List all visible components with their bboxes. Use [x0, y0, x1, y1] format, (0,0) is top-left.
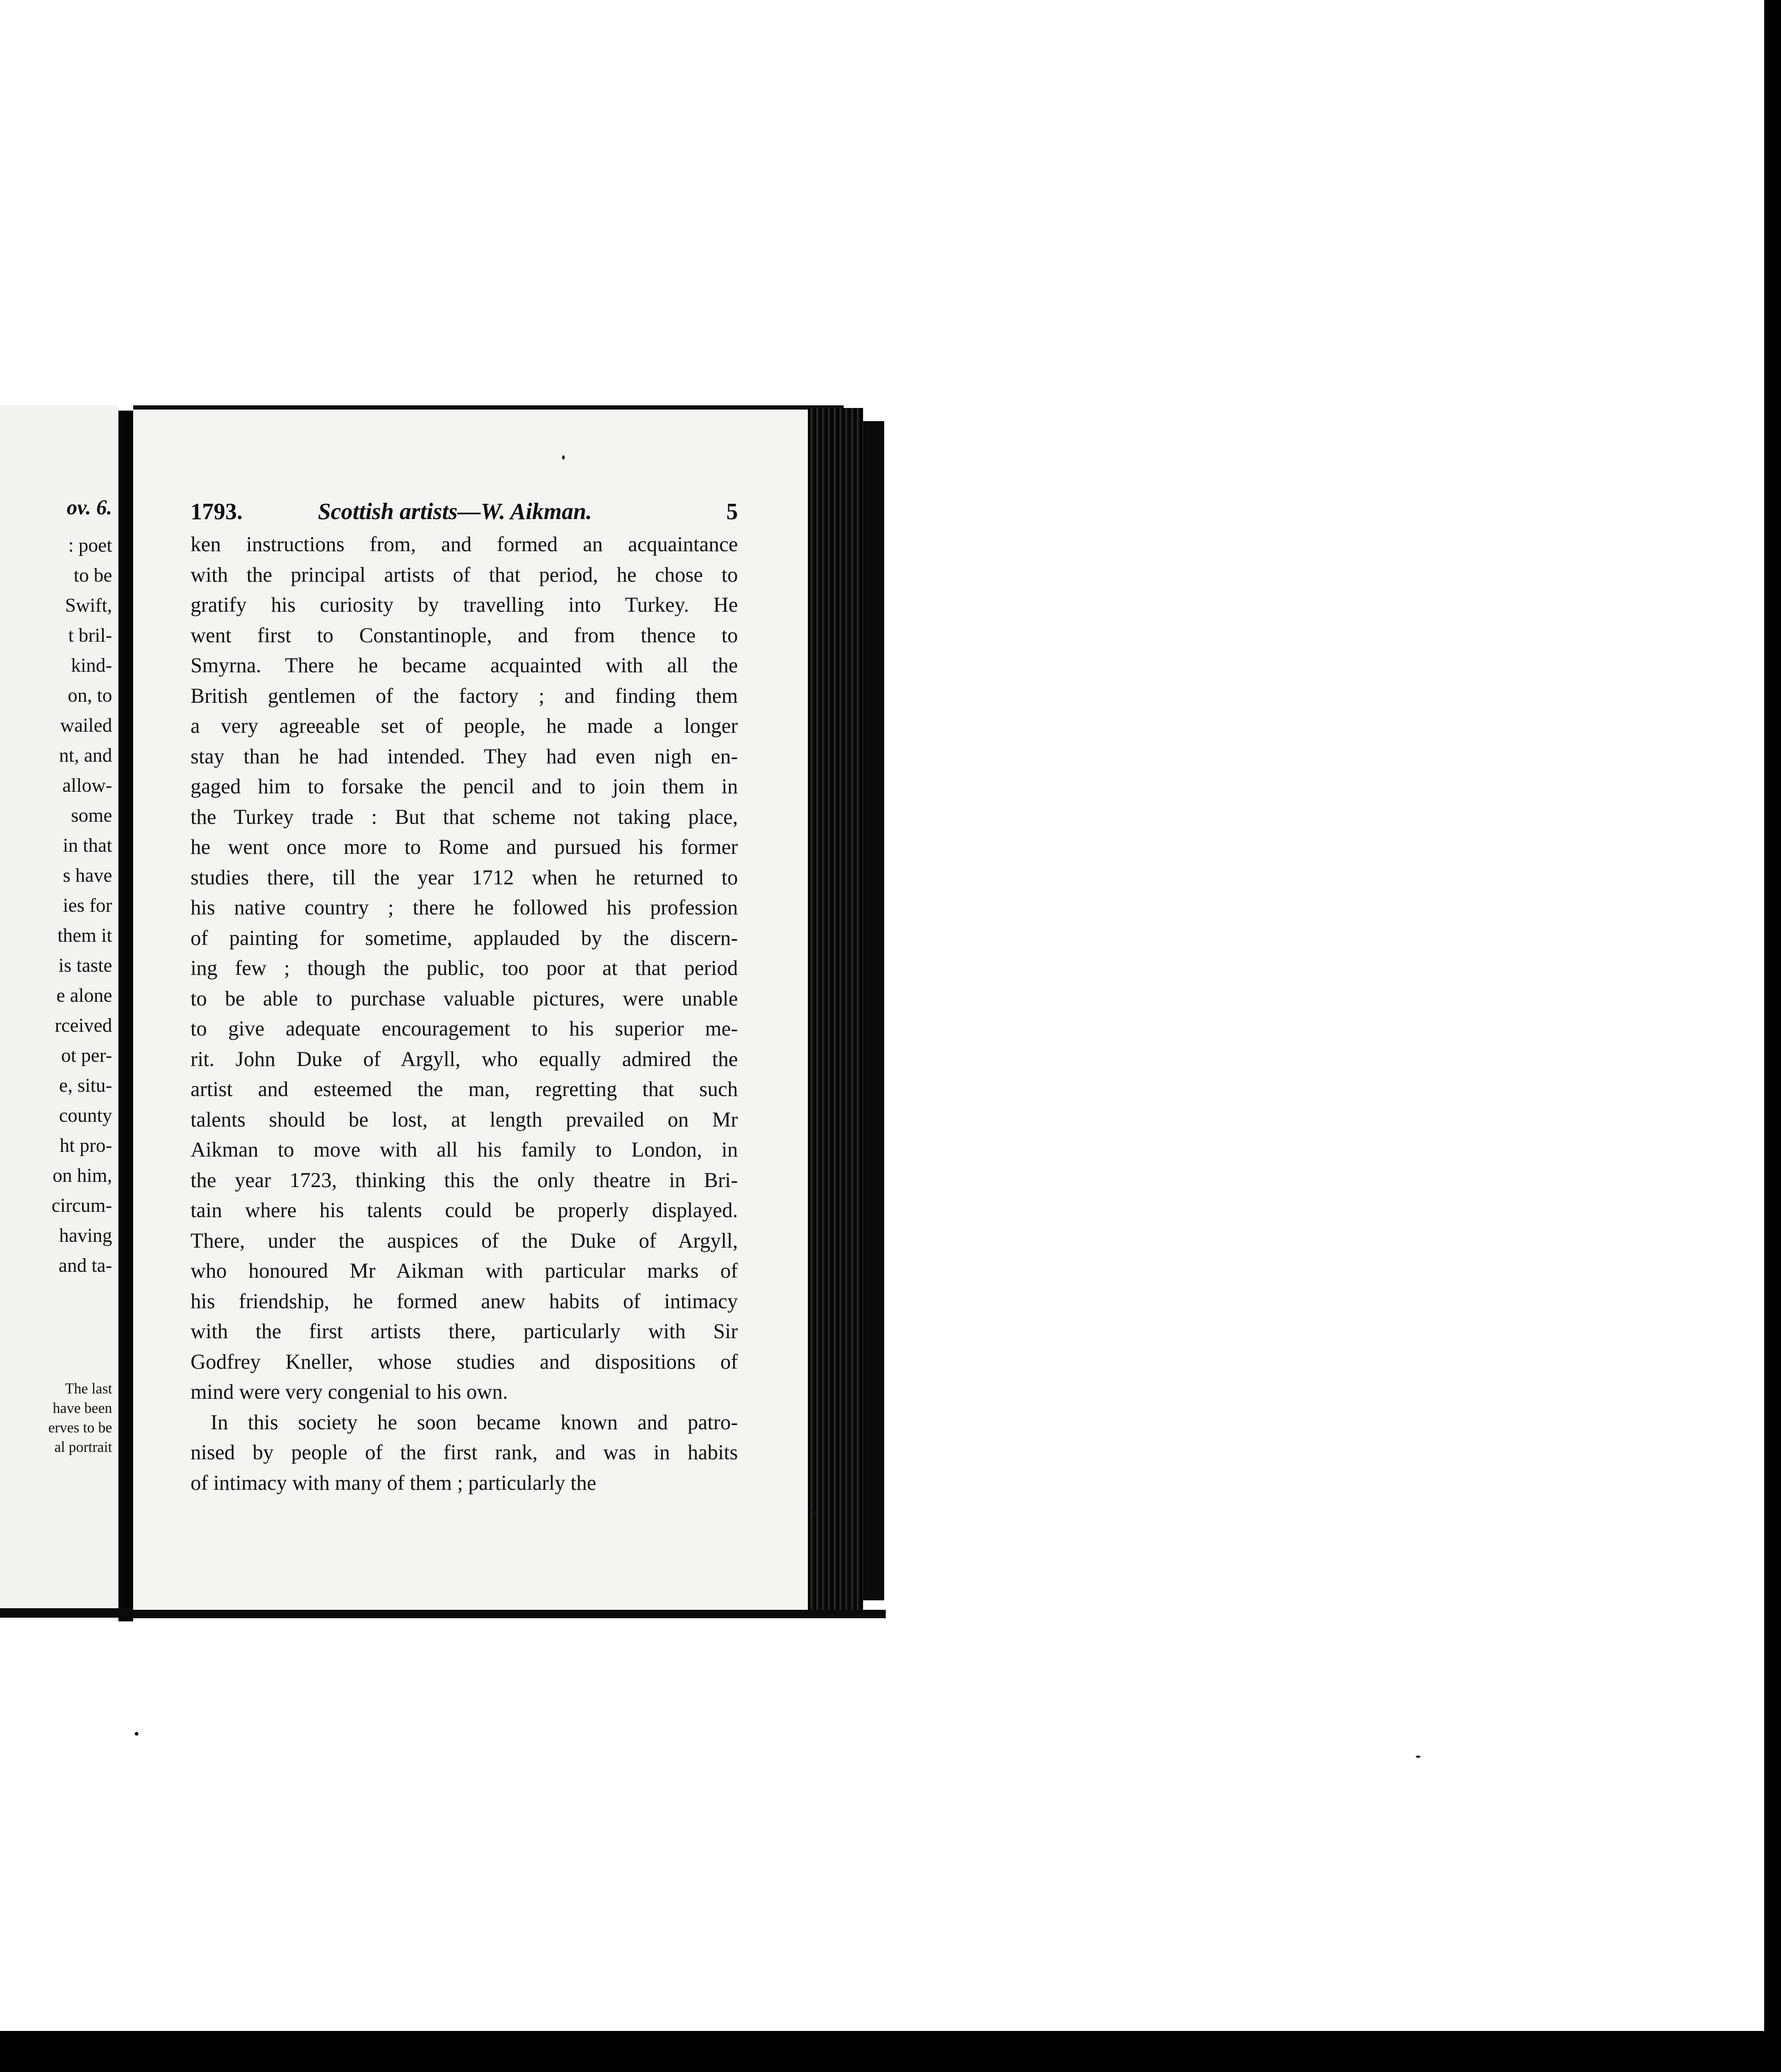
text-line: with the first artists there, particularly with Sir — [191, 1319, 738, 1343]
left-page-line: Swift, — [65, 595, 112, 616]
text-line: to give adequate encouragement to his superior me- — [191, 1017, 738, 1040]
text-line: nised by people of the first rank, and was in habits — [191, 1440, 738, 1464]
left-page-footnote — [48, 1379, 112, 1457]
text-line: with the principal artists of that period, he chose to — [191, 562, 738, 586]
text-line: talents should be lost, at length prevailed on Mr — [191, 1107, 738, 1131]
running-head-title: Scottish artists—W. Aikman. — [318, 499, 592, 524]
text-line: gaged him to forsake the pencil and to join them in — [191, 774, 738, 798]
left-page-line: ht pro- — [59, 1135, 112, 1157]
text-line: of painting for sometime, applauded by the discern- — [191, 925, 738, 950]
text-line: mind were very congenial to his own. — [191, 1380, 508, 1403]
text-line: artist and esteemed the man, regretting that such — [191, 1077, 738, 1101]
left-page — [0, 405, 118, 1611]
scan-speck — [1416, 1756, 1420, 1758]
text-line: his native country ; there he followed his profession — [191, 895, 738, 919]
left-running-head: ov. 6. — [66, 495, 112, 519]
text-line: gratify his curiosity by travelling into Turkey. He — [191, 593, 738, 616]
text-line: who honoured Mr Aikman with particular marks of — [191, 1259, 738, 1282]
left-page-line: rceived — [55, 1015, 112, 1037]
left-page-line: wailed — [60, 715, 112, 736]
left-page-line: to be — [74, 565, 112, 586]
text-line: the Turkey trade : But that scheme not taking place, — [191, 804, 738, 829]
left-page-line: some — [71, 805, 112, 826]
text-line: In this society he soon became known and patro- — [211, 1410, 738, 1434]
left-footnote-line: The last — [65, 1381, 112, 1397]
scan-border-right — [1764, 0, 1781, 2072]
right-page-bottom-edge — [133, 1610, 886, 1618]
left-page-bottom-edge — [0, 1608, 137, 1618]
book-gutter — [118, 411, 133, 1621]
left-page-line: circum- — [51, 1195, 112, 1217]
left-page-line: county — [59, 1105, 112, 1127]
left-page-line: : poet — [68, 535, 112, 556]
text-line: There, under the auspices of the Duke of Argyll, — [191, 1228, 738, 1252]
page-number: 5 — [726, 499, 738, 524]
scan-speck — [813, 1511, 816, 1514]
left-page-line: e, situ- — [59, 1075, 112, 1097]
left-page-line: kind- — [71, 655, 112, 676]
text-line: went first to Constantinople, and from thence to — [191, 623, 738, 647]
left-page-line: having — [59, 1225, 112, 1247]
left-page-line: allow- — [62, 775, 112, 796]
text-line: tain where his talents could be properly displayed. — [191, 1198, 738, 1222]
book-cover-edge — [863, 421, 884, 1600]
text-line: studies there, till the year 1712 when he returned to — [191, 865, 738, 889]
text-line: the year 1723, thinking this the only theatre in Bri- — [191, 1168, 738, 1192]
text-line: rit. John Duke of Argyll, who equally admired the — [191, 1047, 738, 1071]
left-page-line: e alone — [56, 985, 112, 1007]
left-page-line: in that — [63, 835, 112, 856]
text-line: to be able to purchase valuable pictures, were unable — [191, 986, 738, 1010]
text-line: he went once more to Rome and pursued his former — [191, 835, 738, 859]
running-head — [191, 498, 738, 530]
text-line: a very agreeable set of people, he made a longer — [191, 714, 738, 738]
paragraph — [191, 1407, 738, 1498]
text-line: ken instructions from, and formed an acquaintance — [191, 532, 738, 556]
text-line: Smyrna. There he became acquainted with all the — [191, 653, 738, 677]
scan-speck — [135, 1732, 138, 1736]
body-text — [191, 529, 738, 1498]
left-page-line: t bril- — [68, 625, 112, 646]
left-page-line: them it — [57, 925, 112, 947]
left-page-line: and ta- — [58, 1255, 112, 1277]
left-page-line: ies for — [63, 895, 112, 917]
left-page-line: is taste — [58, 955, 112, 977]
left-page-text — [52, 531, 112, 1281]
left-footnote-line: erves to be — [48, 1420, 112, 1436]
scan-border-bottom — [0, 2031, 1781, 2072]
left-page-line: s have — [63, 865, 112, 886]
scan-speck — [562, 455, 565, 460]
left-page-line: ot per- — [61, 1045, 112, 1067]
left-page-line: on, to — [67, 685, 112, 706]
running-head-year: 1793. — [191, 499, 243, 524]
text-line: Aikman to move with all his family to London, in — [191, 1138, 738, 1161]
page-edges — [808, 408, 863, 1613]
text-line: of intimacy with many of them ; particularly the — [191, 1470, 596, 1495]
left-footnote-line: have been — [53, 1400, 112, 1417]
text-line: stay than he had intended. They had even nigh en- — [191, 744, 738, 768]
text-line: Godfrey Kneller, whose studies and dispositions of — [191, 1349, 738, 1373]
left-page-line: nt, and — [59, 745, 112, 766]
text-line: British gentlemen of the factory ; and finding them — [191, 683, 738, 708]
left-page-line: on him, — [52, 1165, 112, 1187]
text-line: his friendship, he formed anew habits of intimacy — [191, 1289, 738, 1313]
text-line: ing few ; though the public, too poor at that period — [191, 956, 738, 980]
paragraph — [191, 529, 738, 1407]
left-footnote-line: al portrait — [54, 1439, 112, 1456]
